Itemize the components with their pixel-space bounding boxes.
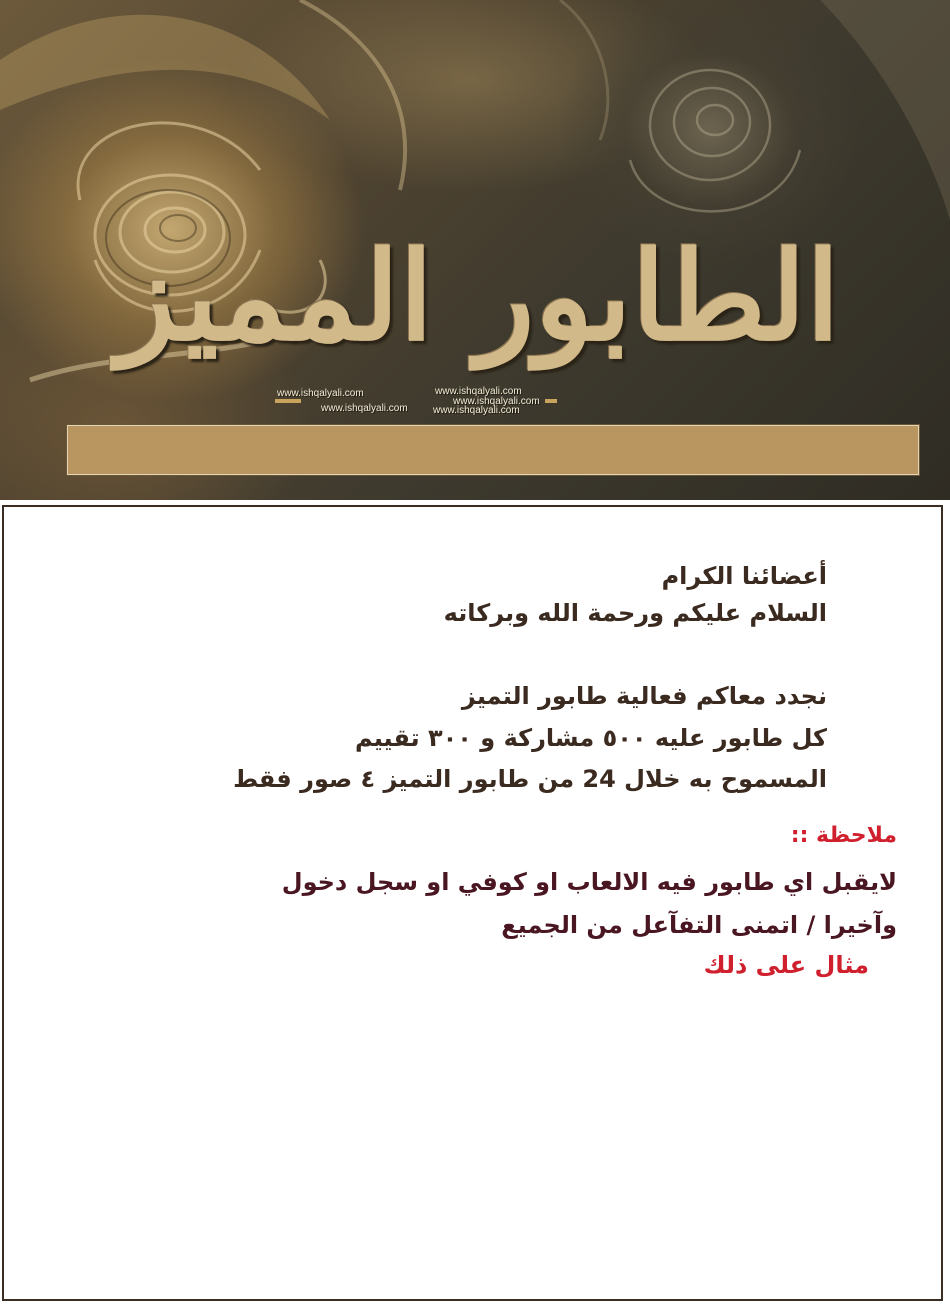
example-label: مثال على ذلك [703, 951, 869, 979]
closing-line: وآخيرا / اتمنى التفآعل من الجميع [501, 911, 897, 939]
note-label: ملاحظة :: [790, 823, 897, 848]
salutation: السلام عليكم ورحمة الله وبركاته [443, 599, 827, 627]
intro-line: نجدد معاكم فعالية طابور التميز [461, 682, 827, 710]
requirements-line: كل طابور عليه ٥٠٠ مشاركة و ٣٠٠ تقييم [354, 724, 827, 752]
watermark-text: www.ishqalyali.com [321, 403, 408, 414]
banner-gold-bar [67, 425, 919, 475]
header-banner [0, 0, 950, 500]
greeting: أعضائنا الكرام [661, 562, 827, 590]
watermark-underline [545, 399, 557, 403]
watermark-group [275, 388, 575, 420]
note-text: لايقبل اي طابور فيه الالعاب او كوفي او سجل دخول [281, 868, 897, 896]
watermark-text: www.ishqalyali.com [453, 396, 540, 407]
banner-title: الطابور المميز [117, 224, 840, 368]
watermark-underline [275, 399, 301, 403]
post-content [2, 505, 943, 1301]
watermark-text: www.ishqalyali.com [277, 388, 364, 399]
allowed-line: المسموح به خلال 24 من طابور التميز ٤ صور فقط [233, 765, 827, 793]
watermark-text: www.ishqalyali.com [435, 386, 522, 397]
watermark-text: www.ishqalyali.com [433, 405, 520, 416]
